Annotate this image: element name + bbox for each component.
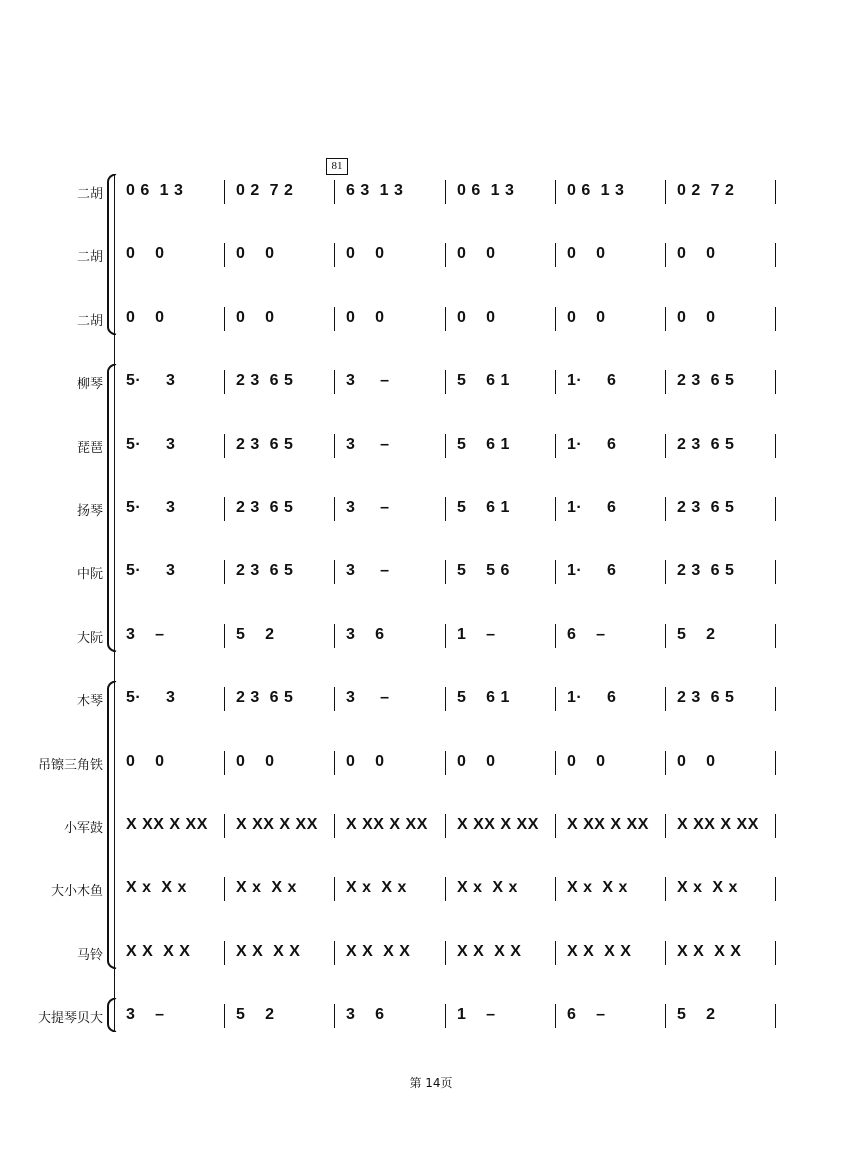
- instrument-name: 琵琶: [76, 440, 103, 456]
- measure: 6 3 1 3: [346, 182, 404, 199]
- measure: X X X X: [346, 942, 411, 960]
- measure: 1 –: [457, 625, 496, 643]
- barline: [775, 941, 776, 965]
- barline: [224, 434, 225, 458]
- measure: 3 6: [346, 625, 385, 643]
- barline: [775, 624, 776, 648]
- staff-bracket: [104, 364, 118, 652]
- measure: 0 0: [126, 752, 165, 770]
- measure: 0 2 7 2: [677, 182, 735, 199]
- measure: X X X X: [567, 942, 632, 960]
- barline: [665, 941, 666, 965]
- barline: [334, 1004, 335, 1028]
- instrument-name: 柳琴: [76, 377, 103, 393]
- barline: [334, 751, 335, 775]
- measure: 0 0: [677, 245, 716, 263]
- measure: 3 –: [346, 372, 390, 390]
- instrument-name: 二胡: [76, 250, 103, 266]
- barline: [775, 560, 776, 584]
- measure: 0 0: [346, 245, 385, 263]
- measure: 5 2: [677, 1006, 716, 1024]
- measure: 0 0: [126, 308, 165, 326]
- measure: 0 0: [567, 752, 606, 770]
- measure: 3 –: [346, 689, 390, 707]
- measure: 3 –: [126, 625, 165, 643]
- measure: 0 0: [567, 245, 606, 263]
- measure: 2 3 6 5: [236, 562, 294, 580]
- measure: 1· 6: [567, 372, 617, 390]
- measure: 0 0: [126, 245, 165, 263]
- measure: X x X x: [457, 879, 518, 897]
- barline: [334, 370, 335, 394]
- measure: 0 2 7 2: [236, 182, 294, 199]
- page-footer: 第 14页: [409, 1076, 453, 1090]
- barline: [224, 624, 225, 648]
- barline: [555, 180, 556, 204]
- measure: 2 3 6 5: [236, 372, 294, 390]
- measure: 0 0: [457, 752, 496, 770]
- barline: [334, 434, 335, 458]
- measure: 2 3 6 5: [236, 499, 294, 516]
- measure: 3 –: [126, 1006, 165, 1024]
- barline: [445, 1004, 446, 1028]
- barline: [775, 877, 776, 901]
- instrument-name: 大小木鱼: [50, 884, 103, 900]
- measure: 6 –: [567, 625, 606, 643]
- measure: 0 0: [677, 308, 716, 326]
- measure: 5· 3: [126, 372, 176, 390]
- system-line: [114, 174, 115, 1032]
- measure: 0 6 1 3: [126, 182, 184, 199]
- measure: 5· 3: [126, 435, 176, 453]
- barline: [555, 751, 556, 775]
- measure: 3 6: [346, 1006, 385, 1024]
- measure: X X X X: [457, 942, 522, 960]
- measure: 2 3 6 5: [677, 562, 735, 580]
- barline: [665, 307, 666, 331]
- barline: [334, 243, 335, 267]
- measure: X x X x: [677, 879, 738, 897]
- barline: [555, 1004, 556, 1028]
- barline: [445, 560, 446, 584]
- barline: [555, 243, 556, 267]
- barline: [224, 307, 225, 331]
- measure: 1· 6: [567, 689, 617, 707]
- barline: [334, 560, 335, 584]
- measure: 5 6 1: [457, 435, 510, 453]
- instrument-name: 中阮: [76, 567, 103, 583]
- barline: [445, 624, 446, 648]
- measure: X X X X: [236, 942, 301, 960]
- rehearsal-mark: 81: [326, 158, 348, 175]
- barline: [334, 497, 335, 521]
- barline: [224, 751, 225, 775]
- measure: 0 0: [457, 245, 496, 263]
- barline: [334, 624, 335, 648]
- measure: X X X X: [126, 942, 191, 960]
- measure: 3 –: [346, 499, 390, 516]
- measure: X x X x: [126, 879, 187, 897]
- measure: 2 3 6 5: [677, 499, 735, 516]
- measure: 2 3 6 5: [677, 435, 735, 453]
- measure: 0 6 1 3: [457, 182, 515, 199]
- barline: [334, 941, 335, 965]
- measure: 3 –: [346, 562, 390, 580]
- staff-bracket: [104, 998, 118, 1032]
- barline: [775, 1004, 776, 1028]
- measure: 5 2: [677, 625, 716, 643]
- barline: [665, 877, 666, 901]
- barline: [445, 307, 446, 331]
- measure: 5 2: [236, 625, 275, 643]
- measure: 0 0: [346, 308, 385, 326]
- measure: 2 3 6 5: [236, 435, 294, 453]
- barline: [665, 687, 666, 711]
- measure: 0 6 1 3: [567, 182, 625, 199]
- barline: [665, 370, 666, 394]
- measure: X x X x: [346, 879, 407, 897]
- measure: X XX X XX: [457, 816, 539, 833]
- barline: [665, 560, 666, 584]
- barline: [224, 877, 225, 901]
- barline: [445, 941, 446, 965]
- measure: 1· 6: [567, 562, 617, 580]
- measure: 3 –: [346, 435, 390, 453]
- measure: 1 –: [457, 1006, 496, 1024]
- barline: [445, 370, 446, 394]
- measure: 1· 6: [567, 435, 617, 453]
- measure: 0 0: [236, 308, 275, 326]
- barline: [445, 434, 446, 458]
- barline: [775, 814, 776, 838]
- measure: 5 5 6: [457, 562, 510, 580]
- instrument-name: 马铃: [76, 947, 103, 963]
- measure: X x X x: [236, 879, 297, 897]
- instrument-name: 吊镲三角铁: [37, 757, 103, 773]
- measure: 2 3 6 5: [677, 372, 735, 390]
- barline: [224, 243, 225, 267]
- instrument-name: 木琴: [76, 694, 103, 710]
- measure: 2 3 6 5: [677, 689, 735, 707]
- barline: [665, 497, 666, 521]
- measure: 5 2: [236, 1006, 275, 1024]
- measure: 0 0: [567, 308, 606, 326]
- barline: [775, 434, 776, 458]
- barline: [555, 814, 556, 838]
- barline: [224, 370, 225, 394]
- barline: [775, 751, 776, 775]
- barline: [665, 243, 666, 267]
- barline: [334, 687, 335, 711]
- barline: [224, 560, 225, 584]
- barline: [775, 243, 776, 267]
- barline: [775, 497, 776, 521]
- measure: 2 3 6 5: [236, 689, 294, 707]
- barline: [445, 180, 446, 204]
- barline: [555, 307, 556, 331]
- measure: 1· 6: [567, 499, 617, 516]
- barline: [555, 434, 556, 458]
- barline: [445, 243, 446, 267]
- barline: [334, 307, 335, 331]
- barline: [224, 941, 225, 965]
- barline: [555, 560, 556, 584]
- measure: 0 0: [346, 752, 385, 770]
- staff-bracket: [104, 681, 118, 969]
- barline: [555, 370, 556, 394]
- instrument-name: 大阮: [76, 630, 103, 646]
- measure: X XX X XX: [567, 816, 649, 833]
- barline: [775, 307, 776, 331]
- barline: [555, 941, 556, 965]
- barline: [445, 687, 446, 711]
- barline: [445, 877, 446, 901]
- measure: X XX X XX: [346, 816, 428, 833]
- barline: [334, 877, 335, 901]
- measure: 5· 3: [126, 562, 176, 580]
- instrument-name: 二胡: [76, 187, 103, 202]
- measure: 5 6 1: [457, 372, 510, 390]
- barline: [665, 180, 666, 204]
- measure: 5· 3: [126, 499, 176, 516]
- barline: [224, 180, 225, 204]
- measure: X XX X XX: [236, 816, 318, 833]
- instrument-name: 小军鼓: [63, 821, 103, 836]
- barline: [555, 624, 556, 648]
- staff-bracket: [104, 174, 118, 335]
- measure: 0 0: [236, 245, 275, 263]
- barline: [224, 687, 225, 711]
- measure: 5 6 1: [457, 499, 510, 516]
- measure: 6 –: [567, 1006, 606, 1024]
- barline: [224, 1004, 225, 1028]
- barline: [775, 370, 776, 394]
- barline: [334, 180, 335, 204]
- barline: [665, 434, 666, 458]
- barline: [775, 180, 776, 204]
- instrument-name: 二胡: [76, 313, 103, 329]
- measure: X X X X: [677, 942, 742, 960]
- barline: [445, 497, 446, 521]
- instrument-name: 扬琴: [76, 504, 103, 519]
- measure: X XX X XX: [677, 816, 759, 833]
- measure: 0 0: [236, 752, 275, 770]
- measure: X x X x: [567, 879, 628, 897]
- barline: [224, 814, 225, 838]
- barline: [555, 497, 556, 521]
- barline: [555, 877, 556, 901]
- instrument-name: 大提琴贝大: [37, 1011, 103, 1027]
- barline: [775, 687, 776, 711]
- barline: [224, 497, 225, 521]
- measure: 5· 3: [126, 689, 176, 707]
- barline: [334, 814, 335, 838]
- barline: [665, 624, 666, 648]
- barline: [665, 751, 666, 775]
- barline: [445, 814, 446, 838]
- barline: [445, 751, 446, 775]
- measure: X XX X XX: [126, 816, 208, 833]
- barline: [665, 1004, 666, 1028]
- measure: 5 6 1: [457, 689, 510, 707]
- measure: 0 0: [677, 752, 716, 770]
- measure: 0 0: [457, 308, 496, 326]
- barline: [665, 814, 666, 838]
- barline: [555, 687, 556, 711]
